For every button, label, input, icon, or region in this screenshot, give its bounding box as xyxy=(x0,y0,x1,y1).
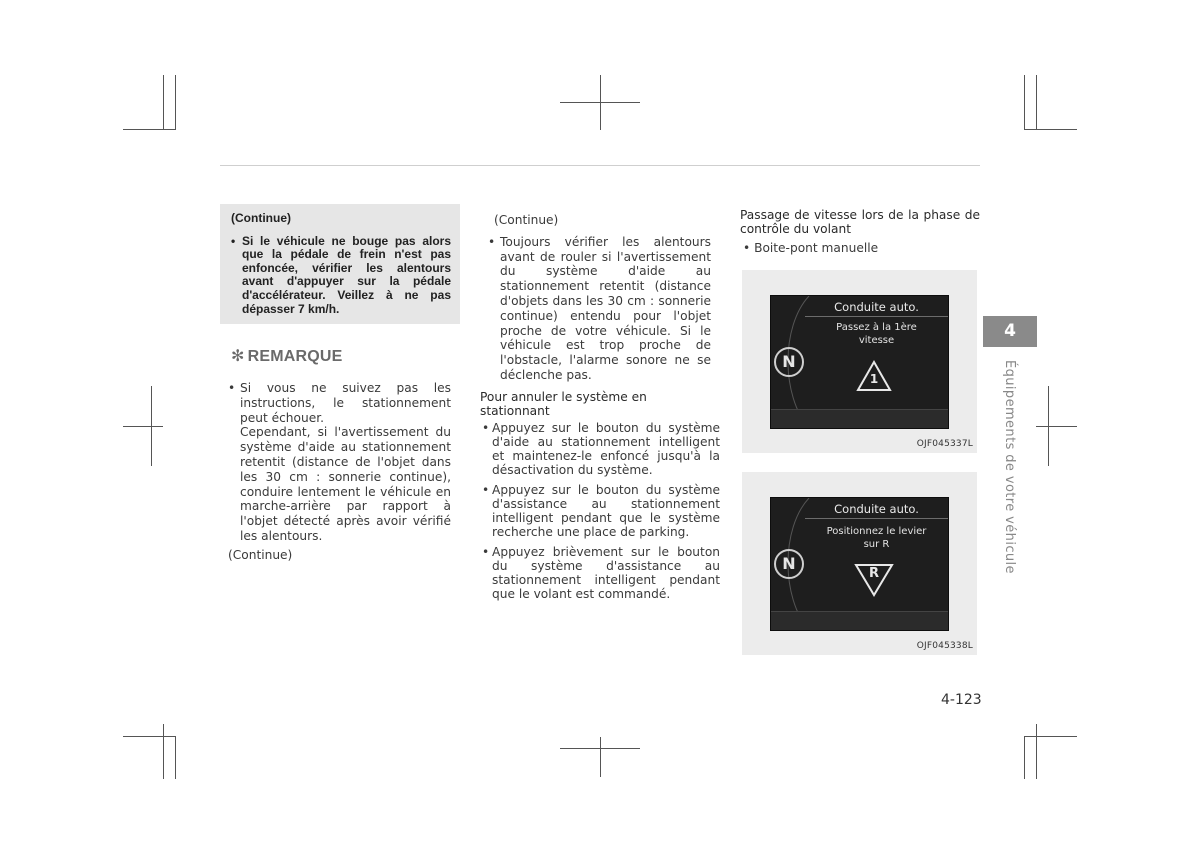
bullet-dot: • xyxy=(482,545,490,559)
warning-continue-label: (Continue) xyxy=(231,211,291,225)
remark-bullet-extra: Cependant, si l'avertissement du système d'aide au stationnement retentit (distance de l'objet dans les 30 cm : sonnerie continue), conduire lentement le véhicule en marche-arrière par rapport à l'objet détecté après avoir vérifié les alentours. xyxy=(240,425,451,543)
header-rule xyxy=(220,165,980,166)
figure-1 xyxy=(742,270,977,453)
cancel-item-2 xyxy=(480,483,720,539)
cancel-item-2-text: Appuyez sur le bouton du système d'assistance au stationnement intelligent pendant que le système recherche une place de parking. xyxy=(492,483,720,539)
bullet-dot: • xyxy=(488,234,496,249)
col3-bullet-text: Boite-pont manuelle xyxy=(754,241,879,255)
col2-continue-label: (Continue) xyxy=(494,213,559,227)
screen-footer xyxy=(771,409,948,428)
cancel-item-1-text: Appuyez sur le bouton du système d'aide au stationnement intelligent et maintenez-le enfoncé jusqu'à la désactivation du système. xyxy=(492,421,720,477)
col3-heading: Passage de vitesse lors de la phase de contrôle du volant xyxy=(740,208,980,236)
cancel-item-3 xyxy=(480,545,720,601)
screen-message-line-2: sur R xyxy=(863,539,890,550)
remark-bullet xyxy=(228,381,451,544)
screen-message-line-2: vitesse xyxy=(858,335,895,346)
cancel-item-3-text: Appuyez brièvement sur le bouton du système d'assistance au stationnement intelligent pendant que le volant est commandé. xyxy=(492,545,720,601)
column-2 xyxy=(488,213,711,383)
remark-title: REMARQUE xyxy=(247,348,343,365)
remark-continue-label: (Continue) xyxy=(228,547,293,562)
bullet-dot: • xyxy=(482,421,490,435)
cancel-section xyxy=(480,390,720,601)
col3-bullet xyxy=(743,241,980,256)
chapter-tab: 4 xyxy=(983,316,1037,347)
cluster-screen-1 xyxy=(770,295,949,429)
bullet-dot: • xyxy=(482,483,490,497)
screen-footer xyxy=(771,611,948,630)
triangle-symbol: 1 xyxy=(869,372,879,386)
remark-heading xyxy=(231,346,343,366)
cancel-item-1 xyxy=(480,421,720,477)
page-number: 4-123 xyxy=(941,692,982,708)
gear-letter: N xyxy=(782,352,796,371)
warning-bullet xyxy=(231,235,451,317)
remark-body xyxy=(228,381,451,563)
screen-title: Conduite auto. xyxy=(834,502,919,516)
figure-caption: OJF045338L xyxy=(916,641,973,651)
remark-bullet-main: Si vous ne suivez pas les instructions, le stationnement peut échouer. xyxy=(240,381,451,425)
cluster-screen-2 xyxy=(770,497,949,631)
col2-bullet-1-text: Toujours vérifier les alentours avant de rouler si l'avertissement du système d'aide au stationnement retentit (distance d'objets dans les 30 cm : sonnerie continue) entendu pour l'objet proche de votre véhicule. Si le véhicule est trop proche de l'obstacle, l'alarme sonore ne se déclenche pas. xyxy=(500,234,711,382)
chapter-title: Équipements de votre véhicule xyxy=(1002,360,1017,574)
gear-letter: N xyxy=(782,554,796,573)
asterisk-snowflake-icon: ✻ xyxy=(231,348,245,365)
figure-2 xyxy=(742,472,977,655)
screen-message-line-1: Positionnez le levier xyxy=(826,526,927,537)
bullet-dot: • xyxy=(231,233,236,248)
col2-bullet-1 xyxy=(488,235,711,383)
warning-box xyxy=(220,204,460,324)
bullet-dot: • xyxy=(228,381,236,395)
screen-title: Conduite auto. xyxy=(834,300,919,314)
figure-caption: OJF045337L xyxy=(916,439,973,449)
screen-message-line-1: Passez à la 1ère xyxy=(836,322,917,333)
triangle-symbol: R xyxy=(868,566,879,581)
warning-bullet-text: Si le véhicule ne bouge pas alors que la pédale de frein n'est pas enfoncée, vérifier les alentours avant d'appuyer sur la pédale d'accélérateur. Veillez à ne pas dépasser 7 km/h. xyxy=(242,233,451,316)
bullet-dot: • xyxy=(743,241,755,255)
cancel-heading: Pour annuler le système en stationnant xyxy=(480,390,647,418)
column-3 xyxy=(740,208,980,256)
